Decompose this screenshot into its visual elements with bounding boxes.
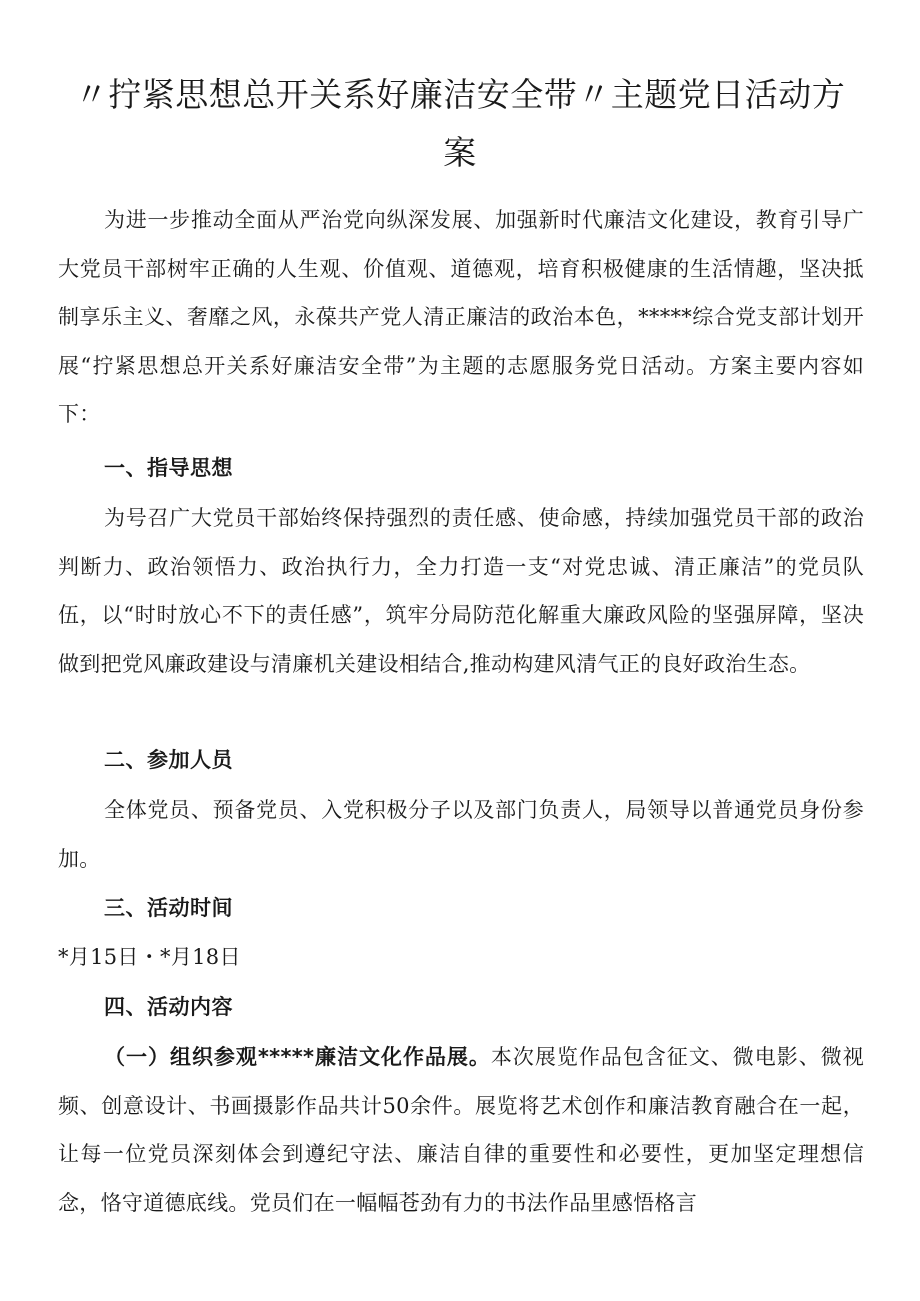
intro-paragraph: 为进一步推动全面从严治党向纵深发展、加强新时代廉洁文化建设，教育引导广大党员干部树牢正确的人生观、价值观、道德观，培育积极健康的生活情趣，坚决抵制享乐主义、奢靡之风，永葆共产党人清正廉洁的政治本色，*****综合党支部计划开展“拧紧思想总开关系好廉洁安全带”为主题的志愿服务党日活动。方案主要内容如下： (58, 208, 864, 426)
section-body-participants: 全体党员、预备党员、入党积极分子以及部门负责人，局领导以普通党员身份参加。 (58, 798, 864, 871)
activity-item-body: 本次展览作品包含征文、微电影、微视频、创意设计、书画摄影作品共计50余件。展览将艺术创作和廉洁教育融合在一起，让每一位党员深刻体会到遵纪守法、廉洁自律的重要性和必要性，更加坚定理想信念，恪守道德底线。党员们在一幅幅苍劲有力的书法作品里感悟格言 (58, 1045, 864, 1215)
section-heading-activity-time: 三、活动时间 (104, 896, 233, 920)
section-heading-activity-content: 四、活动内容 (104, 995, 233, 1019)
section-body-activity-time: *月15日・*月18日 (58, 945, 241, 969)
section-body-guiding-ideology: 为号召广大党员干部始终保持强烈的责任感、使命感，持续加强党员干部的政治判断力、政治领悟力、政治执行力，全力打造一支“对党忠诚、清正廉洁”的党员队伍，以“时时放心不下的责任感”，筑牢分局防范化解重大廉政风险的坚强屏障，坚决做到把党风廉政建设与清廉机关建设相结合,推动构建风清气正的良好政治生态。 (58, 506, 864, 676)
section-heading-guiding-ideology: 一、指导思想 (104, 456, 233, 480)
activity-item-lead: （一）组织参观*****廉洁文化作品展。 (104, 1045, 491, 1069)
section-heading-participants: 二、参加人员 (104, 748, 233, 772)
document-title: 〃拧紧思想总开关系好廉洁安全带〃主题党日活动方案 (74, 75, 846, 172)
section-body-activity-content (58, 1033, 864, 1227)
